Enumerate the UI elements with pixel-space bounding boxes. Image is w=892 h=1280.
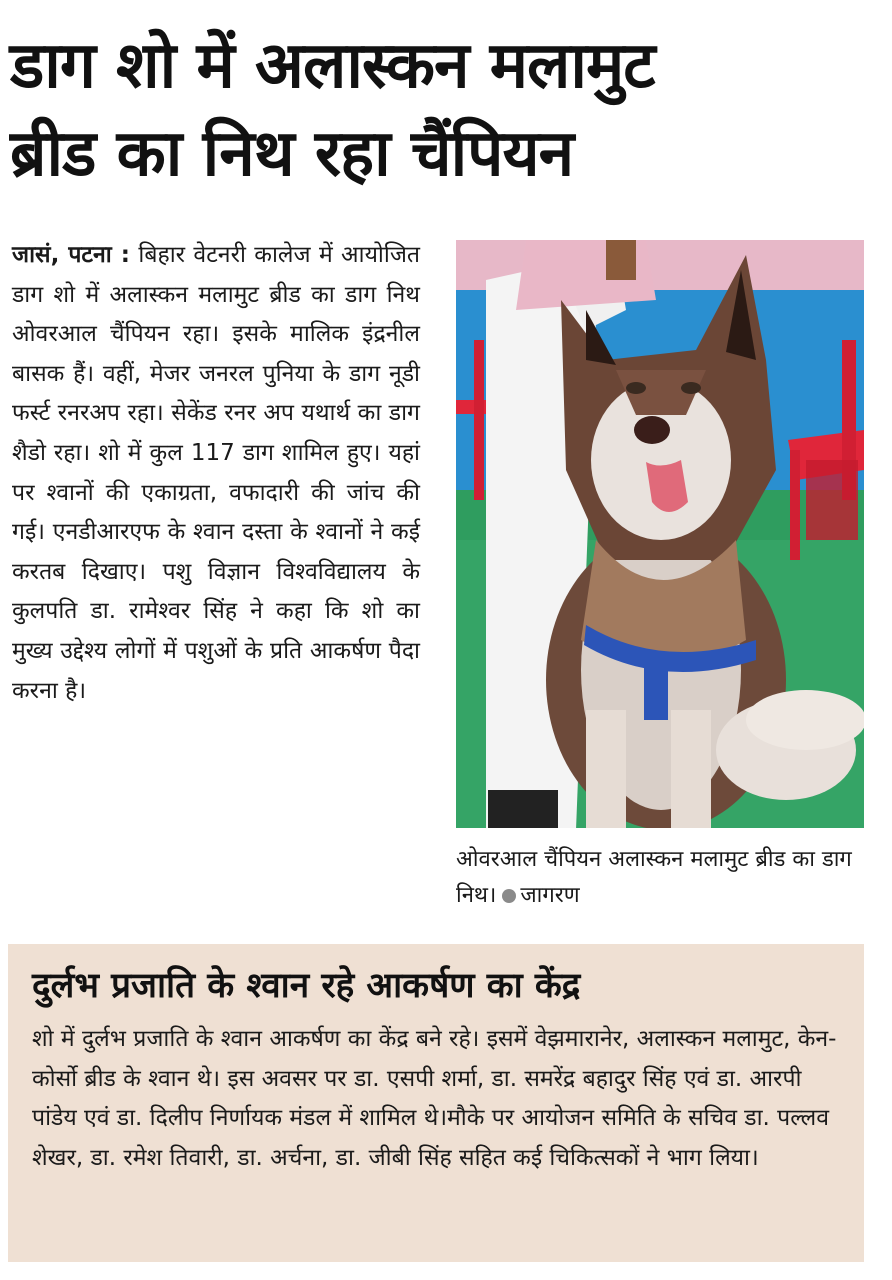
sidebar-text: शो में दुर्लभ प्रजाति के श्वान आकर्षण का केंद्र बने रहे। इसमें वेझमारानेर, अलास्कन मलामुट, केन-कोर्सो ब्रीड के श्वान थे। इस अवसर पर डा. एसपी शर्मा, डा. समरेंद्र बहादुर सिंह एवं डा. आरपी पांडेय एवं डा. दिलीप निर्णायक मंडल में शामिल थे।मौके पर आयोजन समिति के सचिव डा. पल्लव शेखर, डा. रमेश तिवारी, डा. अर्चना, डा. जीबी सिंह सहित कई चिकित्सकों ने भाग लिया। bbox=[32, 1026, 837, 1171]
photo-credit: जागरण bbox=[520, 883, 580, 908]
headline-line-1: डाग शो में अलास्कन मलामुट bbox=[10, 29, 655, 103]
headline-line-2: ब्रीड का निथ रहा चैंपियन bbox=[10, 117, 574, 191]
article-body bbox=[12, 236, 420, 711]
headline bbox=[10, 22, 882, 198]
credit-bullet-icon bbox=[502, 889, 516, 903]
sidebar-box bbox=[8, 944, 864, 1262]
dateline: जासं, पटना : bbox=[12, 242, 131, 268]
photo-caption bbox=[456, 842, 868, 914]
caption-text: ओवरआल चैंपियन अलास्कन मलामुट ब्रीड का डाग निथ। bbox=[456, 847, 852, 908]
sidebar-title: दुर्लभ प्रजाति के श्वान रहे आकर्षण का केंद्र bbox=[32, 966, 581, 1006]
dog-photo bbox=[456, 240, 864, 828]
article-text: बिहार वेटनरी कालेज में आयोजित डाग शो में अलास्कन मलामुट ब्रीड का डाग निथ ओवरआल चैंपियन रहा। इसके मालिक इंद्रनील बासक हैं। वहीं, मेजर जनरल पुनिया के डाग नूडी फर्स्ट रनरअप रहा। सेकेंड रनर अप यथार्थ का डाग शैडो रहा। शो में कुल 117 डाग शामिल हुए। यहां पर श्वानों की एकाग्रता, वफादारी की जांच की गई। एनडीआरएफ के श्वान दस्ता के श्वानों ने कई करतब दिखाए। पशु विज्ञान विश्वविद्यालय के कुलपति डा. रामेश्वर सिंह ने कहा कि शो का मुख्य उद्देश्य लोगों में पशुओं के प्रति आकर्षण पैदा करना है। bbox=[12, 242, 420, 704]
